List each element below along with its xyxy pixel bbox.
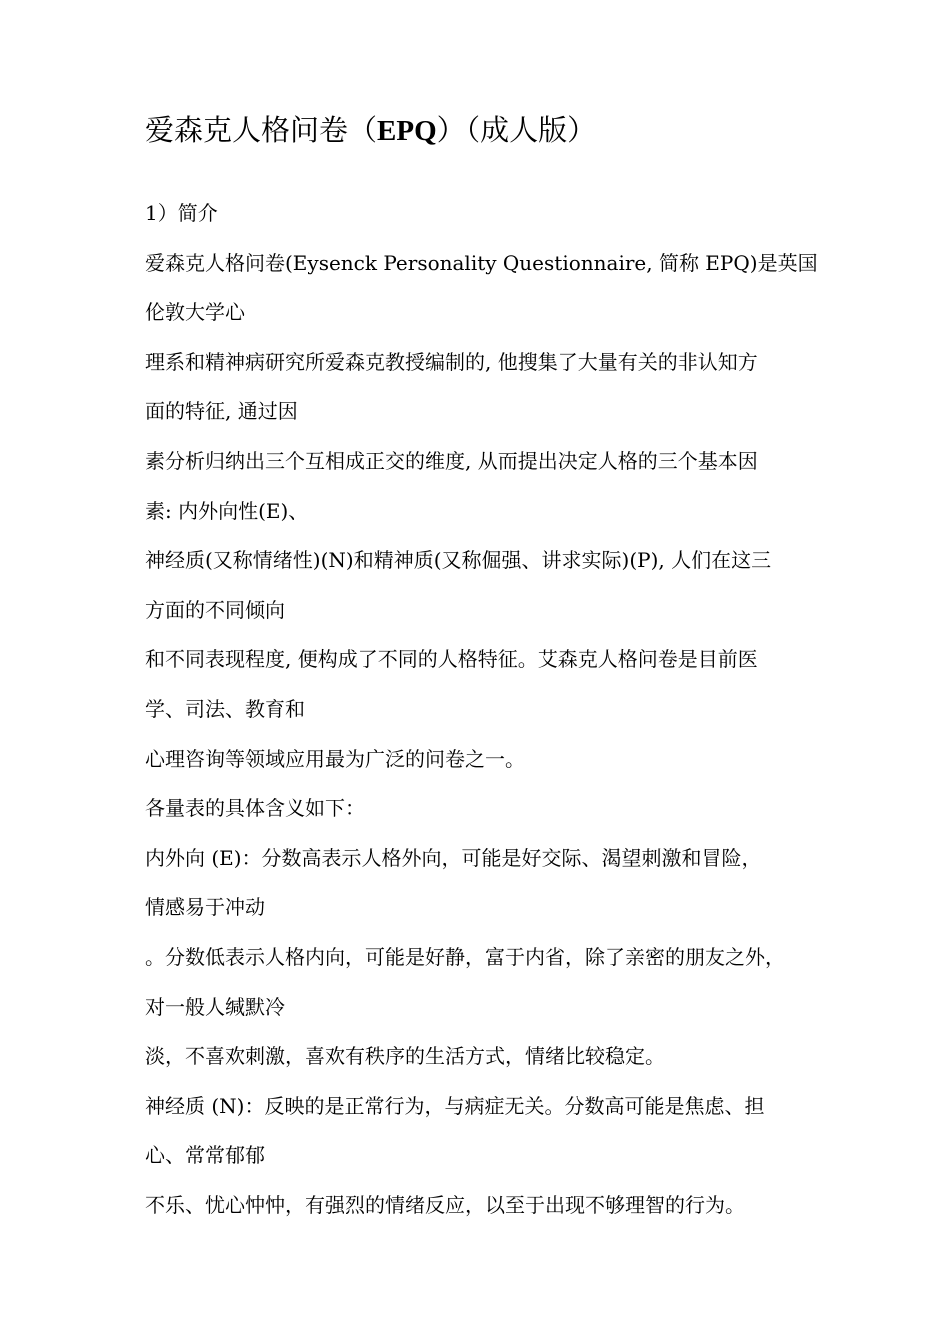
document-title (145, 110, 825, 151)
text-line: 心理咨询等领域应用最为广泛的问卷之一。 (145, 746, 525, 771)
text-line: 爱森克人格问卷(Eysenck Personality Questionnaire, 简称 EPQ)是英国 (145, 250, 818, 275)
title-part-3: ）（成人版） (436, 113, 597, 147)
text-line: 内外向 (E)：分数高表示人格外向，可能是好交际、渴望刺激和冒险， (145, 845, 762, 870)
text-line: 和不同表现程度, 便构成了不同的人格特征。艾森克人格问卷是目前医 (145, 647, 758, 672)
text-line: 。分数低表示人格内向，可能是好静，富于内省，除了亲密的朋友之外， (145, 944, 785, 969)
text-line: 情感易于冲动 (145, 895, 265, 920)
text-line: 方面的不同倾向 (145, 597, 285, 622)
document-body (145, 189, 825, 1230)
text-line: 伦敦大学心 (145, 300, 245, 325)
text-line: 神经质 (N)：反映的是正常行为，与病症无关。分数高可能是焦虑、担 (145, 1093, 765, 1118)
text-line: 学、司法、教育和 (145, 696, 305, 721)
title-part-1: 爱森克人格问卷（ (145, 113, 378, 147)
title-part-2: EPQ (377, 115, 437, 147)
text-line: 神经质(又称情绪性)(N)和精神质(又称倔强、讲求实际)(P), 人们在这三 (145, 548, 772, 573)
section-heading-intro: 1）简介 (145, 201, 218, 225)
text-line: 对一般人缄默冷 (145, 994, 285, 1019)
text-line: 心、常常郁郁 (145, 1143, 265, 1168)
text-line: 素: 内外向性(E)、 (145, 498, 309, 523)
text-line: 各量表的具体含义如下： (145, 796, 365, 821)
text-line: 淡，不喜欢刺激，喜欢有秩序的生活方式，情绪比较稳定。 (145, 1044, 665, 1069)
text-line: 不乐、忧心忡忡，有强烈的情绪反应，以至于出现不够理智的行为。 (145, 1192, 745, 1217)
text-line: 面的特征, 通过因 (145, 399, 298, 424)
text-line: 理系和精神病研究所爱森克教授编制的, 他搜集了大量有关的非认知方 (145, 349, 758, 374)
text-line: 素分析归纳出三个互相成正交的维度, 从而提出决定人格的三个基本因 (145, 448, 758, 473)
